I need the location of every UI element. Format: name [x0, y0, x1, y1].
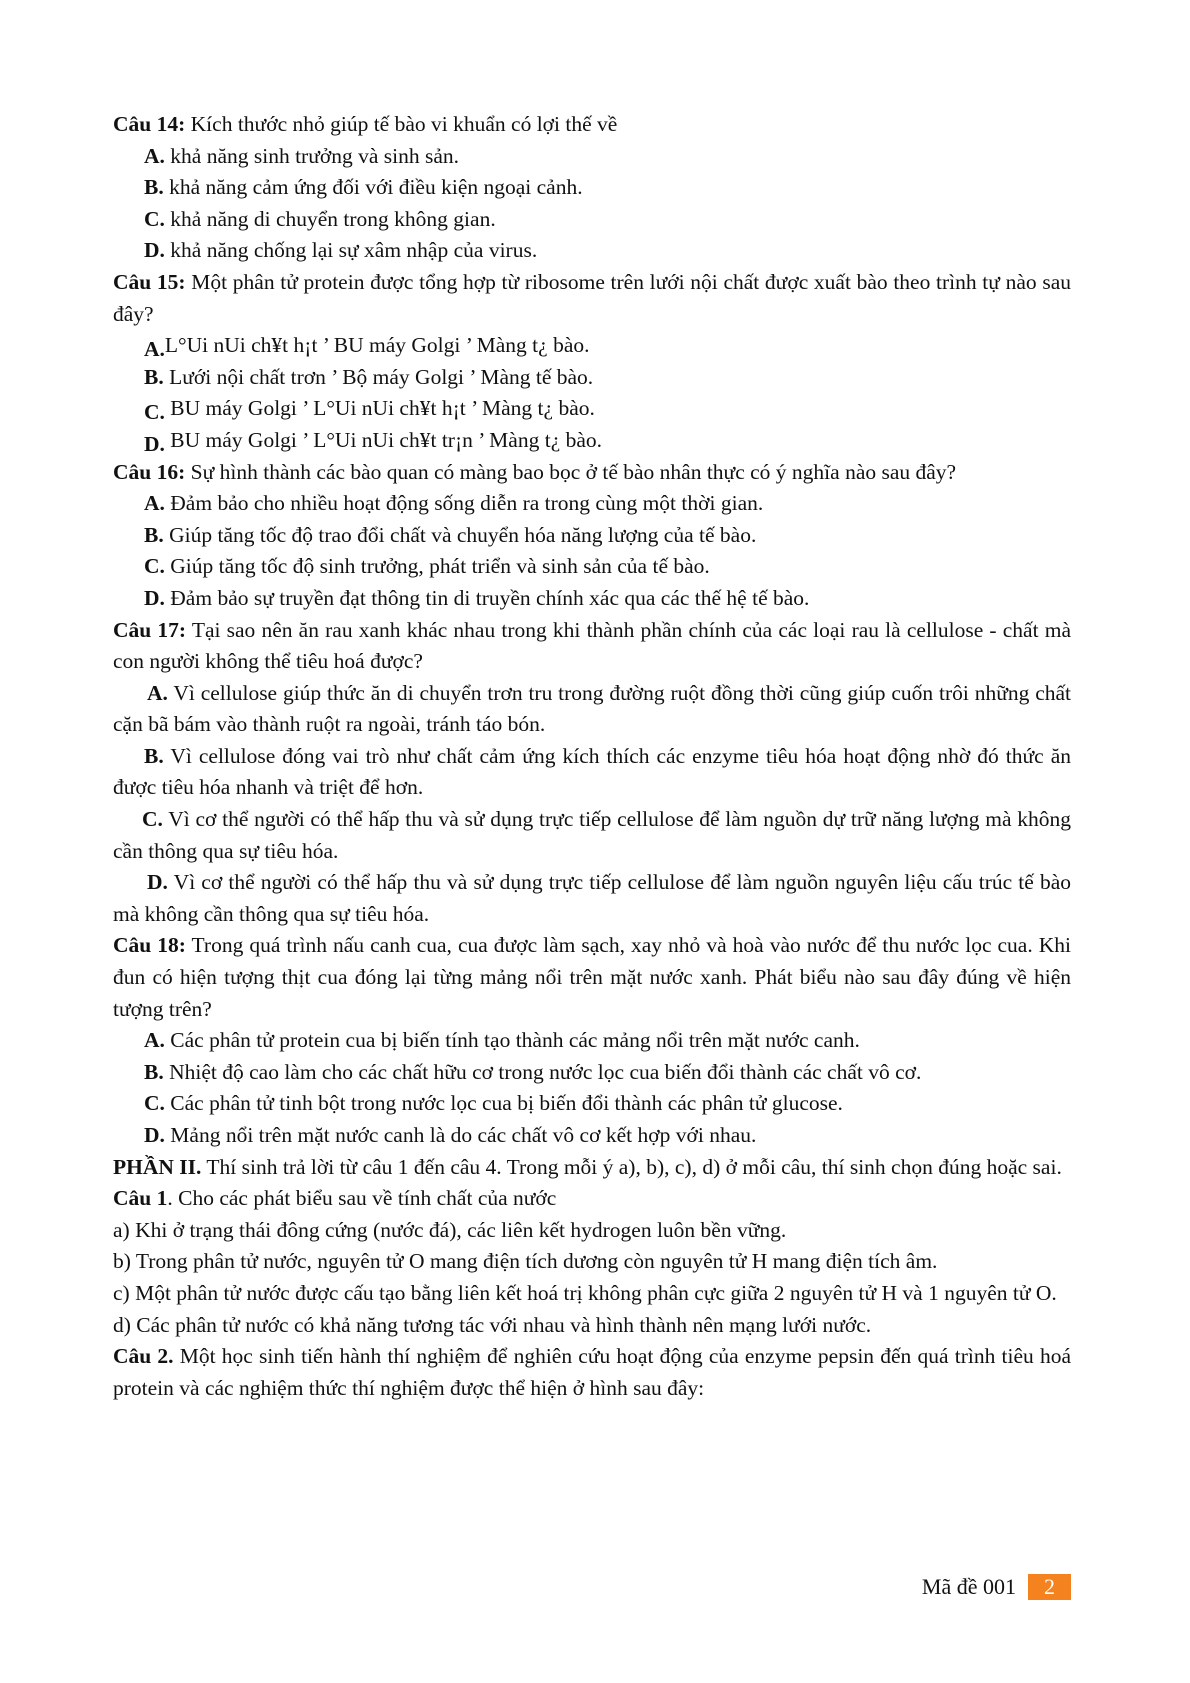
question-text: Một phân tử protein được tổng hợp từ ribosome trên lưới nội chất được xuất bào theo trình tự nào sau đây?	[113, 269, 1071, 326]
option-a: A.L°Ui nUi ch¥t h¡t ’ BU máy Golgi ’ Màng t¿ bào.	[144, 333, 590, 362]
option-d: D. Mảng nổi trên mặt nước canh là do các chất vô cơ kết hợp với nhau.	[144, 1123, 757, 1147]
option-a: A. Các phân tử protein cua bị biến tính tạo thành các mảng nổi trên mặt nước canh.	[144, 1028, 860, 1053]
option-c: C. Giúp tăng tốc độ sinh trưởng, phát triển và sinh sản của tế bào.	[144, 554, 710, 579]
option-d: D. BU máy Golgi ’ L°Ui nUi ch¥t tr¡n ’ Màng t¿ bào.	[144, 427, 603, 456]
page-footer	[922, 1574, 1071, 1600]
part-2-instructions	[113, 1152, 1071, 1184]
option-b: B. Giúp tăng tốc độ trao đổi chất và chuyển hóa năng lượng của tế bào.	[144, 522, 757, 547]
question-16	[113, 457, 1071, 615]
option-c: C. Vì cơ thể người có thể hấp thu và sử dụng trực tiếp cellulose để làm nguồn dự trữ năng lượng mà không cần thông qua sự tiêu hóa.	[113, 807, 1071, 863]
option-a: A. khả năng sinh trưởng và sinh sản.	[144, 143, 460, 168]
question-17	[113, 615, 1071, 931]
option-d: D. Vì cơ thể người có thể hấp thu và sử dụng trực tiếp cellulose để làm nguồn nguyên liệu cấu trúc tế bào mà không cần thông qua sự tiêu hóa.	[113, 870, 1071, 926]
question-label: Câu 16:	[113, 459, 186, 484]
exam-code: Mã đề 001	[921, 1574, 1016, 1599]
question-label: Câu 1	[113, 1186, 168, 1211]
option-b: B. Lưới nội chất trơn ’ Bộ máy Golgi ’ Màng tế bào.	[144, 364, 594, 389]
question-text: Sự hình thành các bào quan có màng bao bọc ở tế bào nhân thực có ý nghĩa nào sau đây?	[185, 459, 957, 484]
option-b: B. Vì cellulose đóng vai trò như chất cảm ứng kích thích các enzyme tiêu hóa hoạt động nhờ đó thức ăn được tiêu hóa nhanh và triệt để hơn.	[113, 743, 1071, 800]
question-text: Kích thước nhỏ giúp tế bào vi khuẩn có lợi thế về	[185, 112, 618, 136]
question-text: Trong quá trình nấu canh cua, cua được làm sạch, xay nhỏ và hoà vào nước để thu nước lọc cua. Khi đun có hiện tượng thịt cua đóng lại từng mảng nổi trên mặt nước xanh. Phát biểu nào sau đây đúng về hiện tượng trên?	[113, 933, 1071, 1021]
option-a: A. Vì cellulose giúp thức ăn di chuyển trơn tru trong đường ruột đồng thời cũng giúp cuốn trôi những chất cặn bã bám vào thành ruột ra ngoài, tránh táo bón.	[113, 680, 1071, 737]
question-label: Câu 18:	[113, 933, 186, 958]
question-15	[113, 267, 1071, 457]
question-text: Một học sinh tiến hành thí nghiệm để nghiên cứu hoạt động của enzyme pepsin đến quá trình tiêu hoá protein và các nghiệm thức thí nghiệm được thể hiện ở hình sau đây:	[113, 1344, 1071, 1400]
option-c: C. Các phân tử tinh bột trong nước lọc cua bị biến đổi thành các phân tử glucose.	[144, 1091, 843, 1116]
question-14	[113, 109, 1071, 267]
question-label: Câu 17:	[113, 617, 187, 642]
option-b: B. khả năng cảm ứng đối với điều kiện ngoại cảnh.	[144, 175, 583, 200]
part-2-question-2	[113, 1341, 1071, 1404]
option-c: C. BU máy Golgi ’ L°Ui nUi ch¥t h¡t ’ Màng t¿ bào.	[144, 396, 595, 425]
exam-page-content	[113, 109, 1071, 1404]
option-c: C. khả năng di chuyển trong không gian.	[144, 206, 496, 231]
question-label: Câu 14:	[113, 112, 186, 136]
part-2-question-1	[113, 1183, 1071, 1341]
statement-b: b) Trong phân tử nước, nguyên tử O mang điện tích dương còn nguyên tử H mang điện tích âm.	[113, 1249, 938, 1274]
question-text: . Cho các phát biểu sau về tính chất của nước	[167, 1186, 557, 1211]
section-label: PHẦN II.	[113, 1154, 202, 1179]
statement-c: c) Một phân tử nước được cấu tạo bằng liên kết hoá trị không phân cực giữa 2 nguyên tử H và 1 nguyên tử O.	[113, 1280, 1057, 1305]
question-18	[113, 930, 1071, 1151]
option-d: D. khả năng chống lại sự xâm nhập của virus.	[144, 238, 538, 263]
section-text: Thí sinh trả lời từ câu 1 đến câu 4. Trong mỗi ý a), b), c), d) ở mỗi câu, thí sinh chọn đúng hoặc sai.	[201, 1154, 1062, 1179]
statement-d: d) Các phân tử nước có khả năng tương tác với nhau và hình thành nên mạng lưới nước.	[113, 1312, 872, 1337]
statement-a: a) Khi ở trạng thái đông cứng (nước đá), các liên kết hydrogen luôn bền vững.	[113, 1217, 787, 1242]
option-d: D. Đảm bảo sự truyền đạt thông tin di truyền chính xác qua các thế hệ tế bào.	[144, 585, 810, 610]
page-number-badge: 2	[1028, 1574, 1071, 1600]
question-label: Câu 15:	[113, 269, 186, 294]
option-a: A. Đảm bảo cho nhiều hoạt động sống diễn ra trong cùng một thời gian.	[144, 491, 764, 516]
option-b: B. Nhiệt độ cao làm cho các chất hữu cơ trong nước lọc cua biến đổi thành các chất vô cơ.	[144, 1059, 922, 1084]
question-text: Tại sao nên ăn rau xanh khác nhau trong khi thành phần chính của các loại rau là cellulose - chất mà con người không thể tiêu hoá được?	[113, 617, 1071, 674]
question-label: Câu 2.	[113, 1344, 174, 1369]
